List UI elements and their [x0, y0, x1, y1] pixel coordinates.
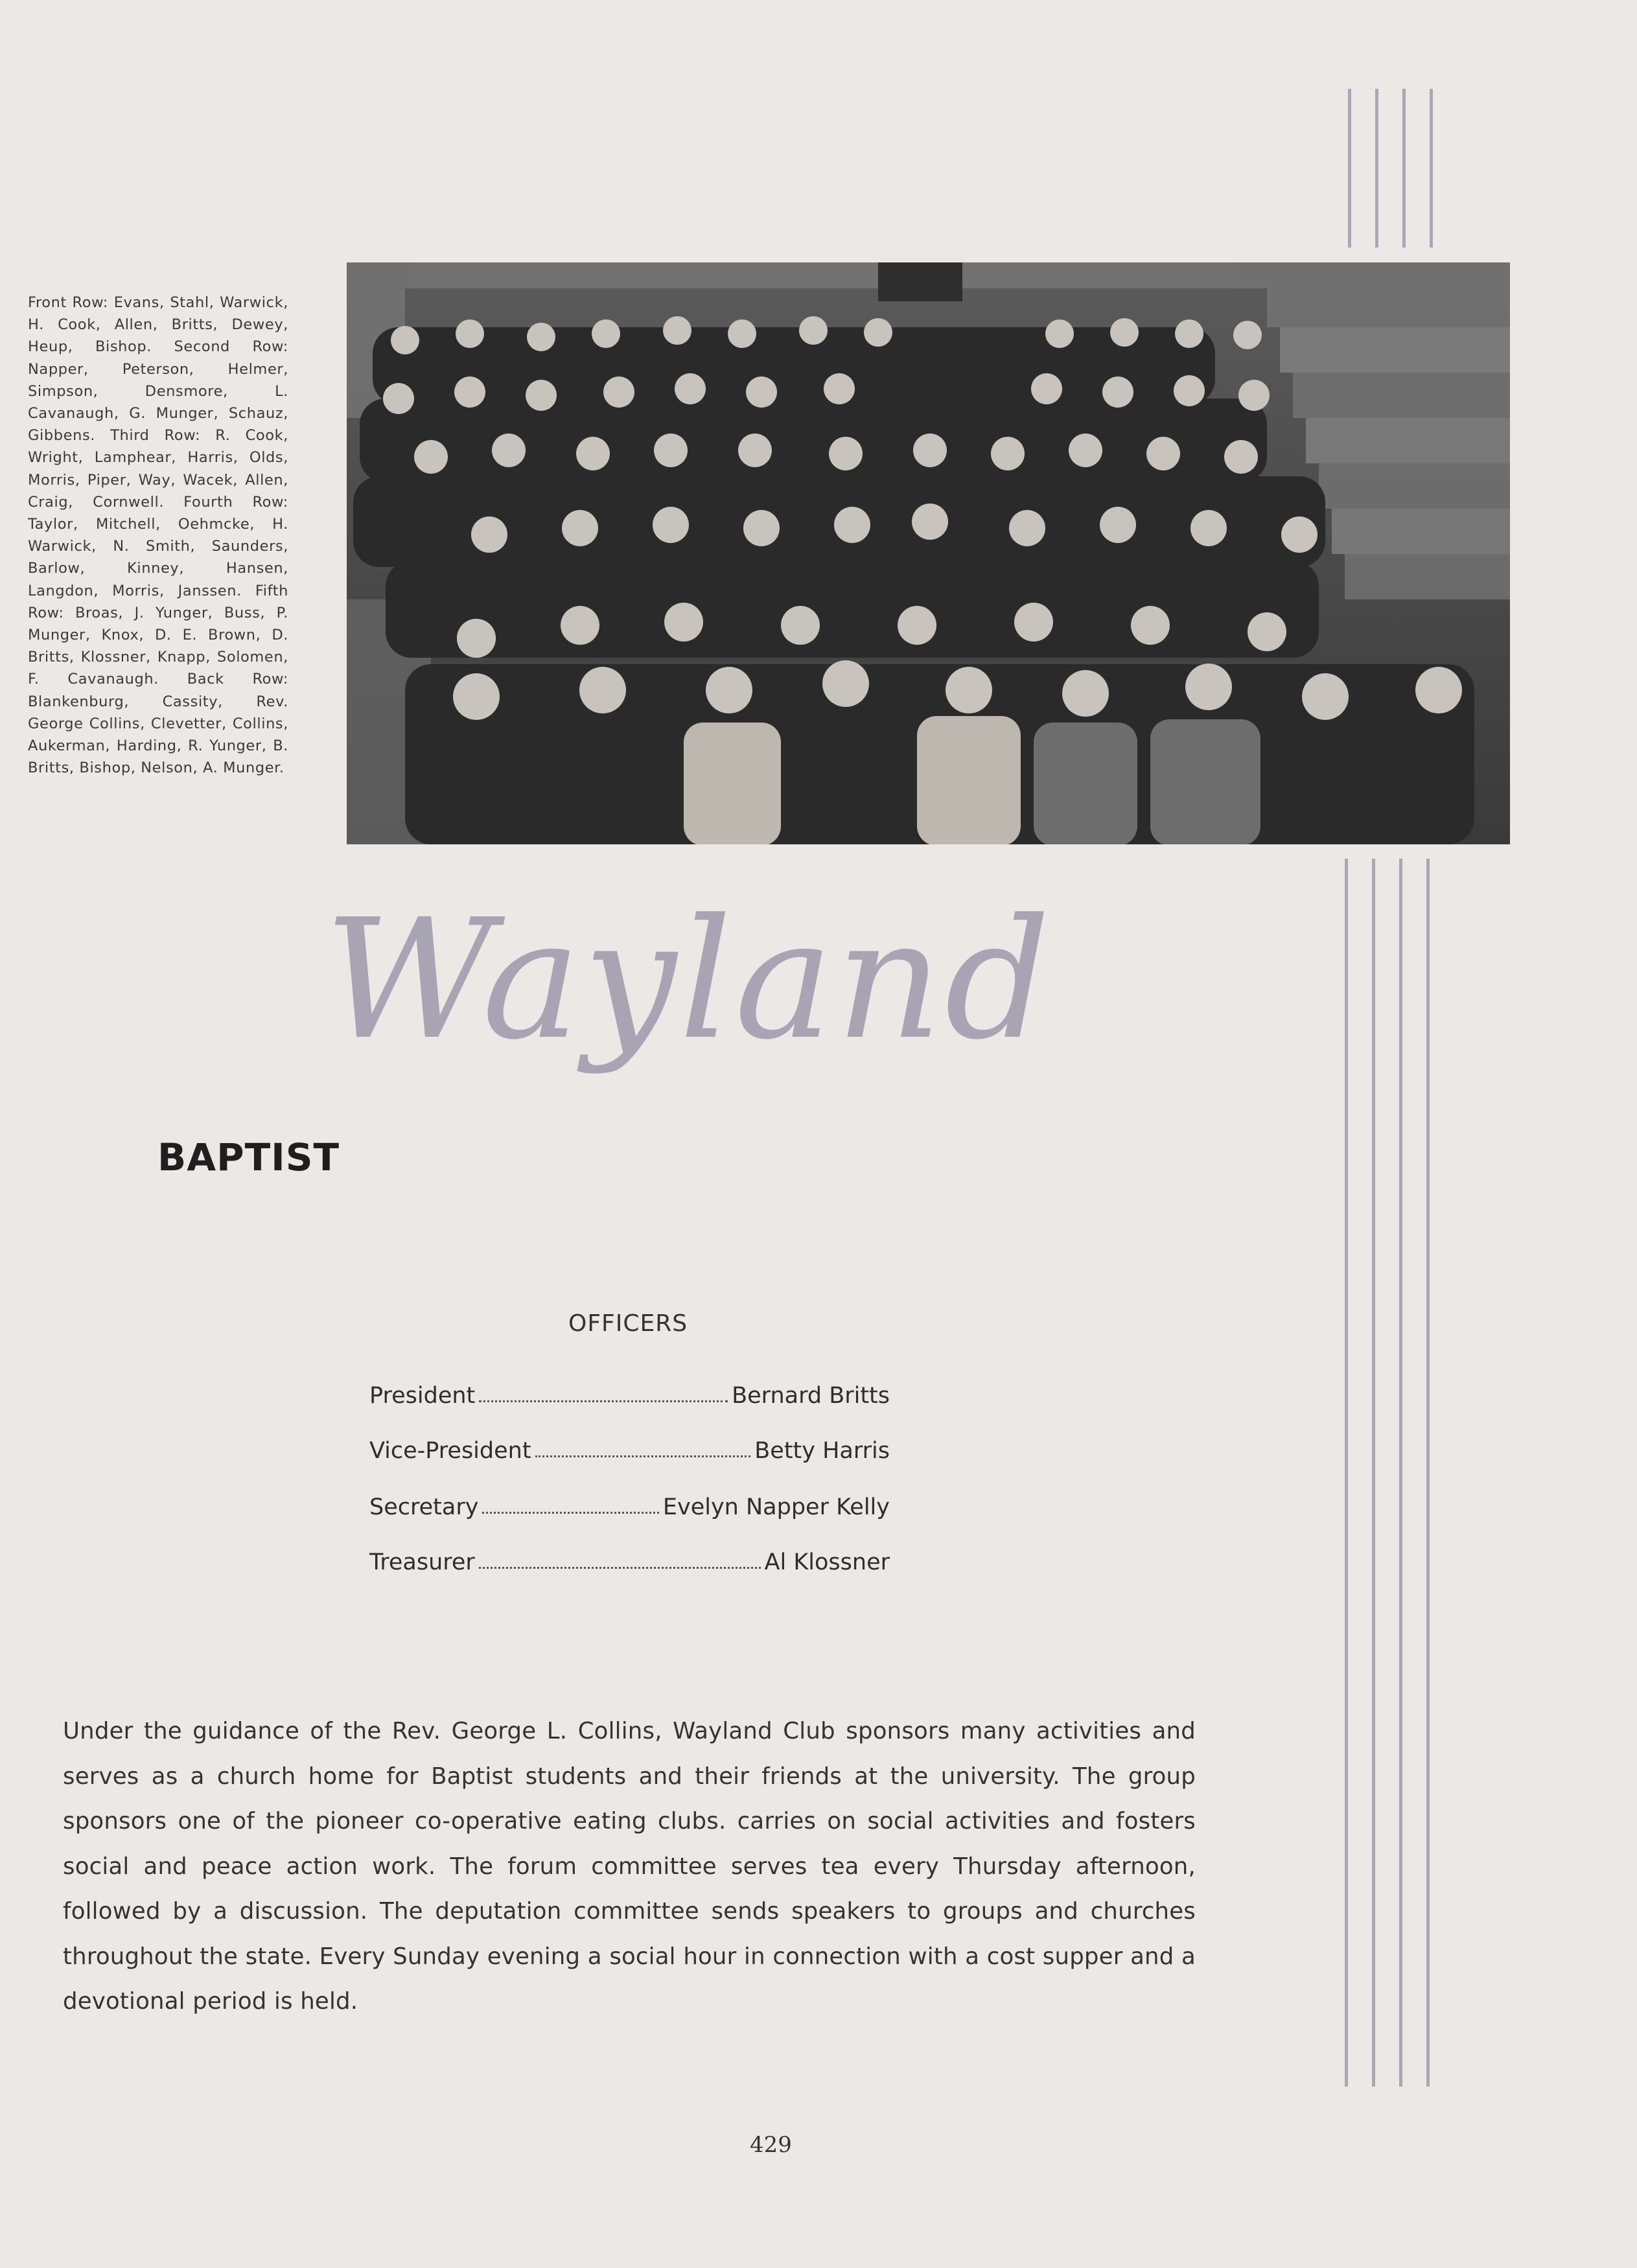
officer-role: Vice-President [369, 1438, 531, 1464]
officer-name: Betty Harris [754, 1438, 890, 1464]
officer-row-president [369, 1372, 890, 1409]
officer-role: Secretary [369, 1494, 479, 1520]
leader-dots [535, 1455, 751, 1457]
group-photograph [347, 262, 1510, 844]
club-description: Under the guidance of the Rev. George L. Collins, Wayland Club sponsors many activities and serves as a church home for Baptist students and their friends at the university. The group sponsors one of the pioneer co-operative eating clubs. carries on social activities and fosters social and peace action work. The forum committee serves tea every Thursday afternoon, followed by a discussion. The deputation committee sends speakers to groups and churches throughout the state. Every Sunday evening a social hour in connection with a cost supper and a devotional period is held. [63, 1718, 1196, 2015]
group-photo-image [347, 262, 1510, 844]
section-heading: BAPTIST [157, 1135, 340, 1179]
leader-dots [479, 1400, 728, 1402]
officer-name: Bernard Britts [732, 1383, 890, 1409]
page-number: 429 [750, 2132, 792, 2158]
decorative-rules-bottom [1345, 859, 1435, 2087]
officer-row-secretary [369, 1484, 890, 1520]
officer-name: Evelyn Napper Kelly [662, 1494, 890, 1520]
officer-role: Treasurer [369, 1549, 475, 1575]
officer-row-treasurer [369, 1539, 890, 1575]
officer-row-vice-president [369, 1428, 890, 1464]
officer-name: Al Klossner [764, 1549, 890, 1575]
decorative-rules-top [1348, 89, 1439, 248]
photo-caption: Front Row: Evans, Stahl, Warwick, H. Cook, Allen, Britts, Dewey, Heup, Bishop. Second Row: Napper, Peterson, Helmer, Simpson, Densmore, L. Cavanaugh, G. Munger, Schauz, Gibbens. Third Row: R. Cook, Wright, Lamphear, Harris, Olds, Morris, Piper, Way, Wacek, Allen, Craig, Cornwell. Fourth Row: Taylor, Mitchell, Oehmcke, H. Warwick, N. Smith, Saunders, Barlow, Kinney, Hansen, Langdon, Morris, Janssen. Fifth Row: Broas, J. Yunger, Buss, P. Munger, Knox, D. E. Brown, D. Britts, Klossner, Knapp, Solomen, F. Cavanaugh. Back Row: Blankenburg, Cassity, Rev. George Collins, Clevetter, Collins, Aukerman, Harding, R. Yunger, B. Britts, Bishop, Nelson, A. Munger. [28, 294, 288, 777]
leader-dots [482, 1512, 658, 1514]
leader-dots [479, 1567, 761, 1569]
club-title-script: Wayland [324, 884, 1054, 1076]
officer-role: President [369, 1383, 476, 1409]
officers-heading: OFFICERS [568, 1310, 688, 1337]
